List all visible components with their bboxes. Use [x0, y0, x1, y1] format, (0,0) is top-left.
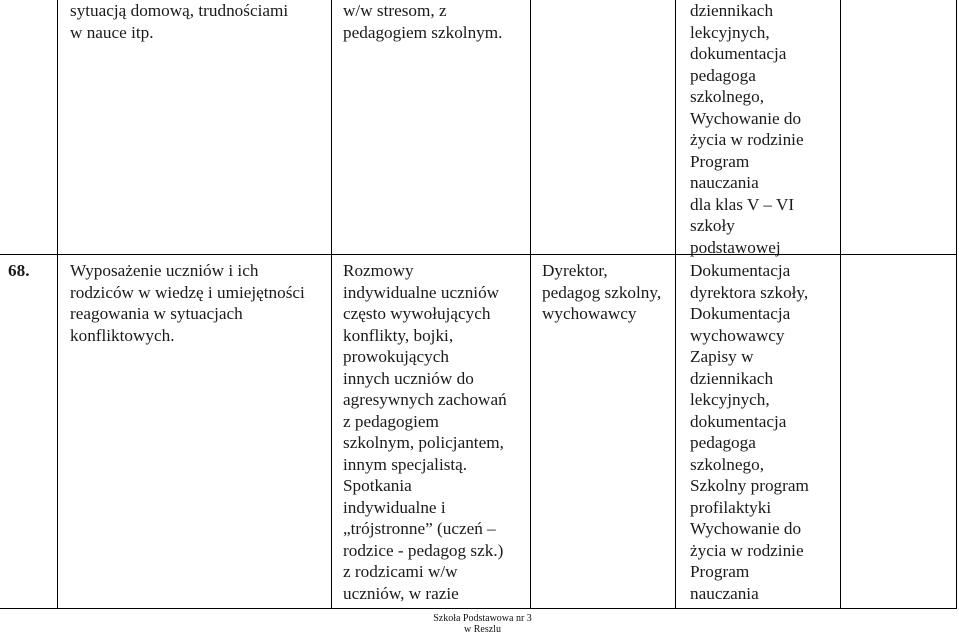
table-border-left	[57, 0, 58, 609]
row2-task-cell: Wyposażenie uczniów i ich rodziców w wiedzę i umiejętności reagowania w sytuacjach konfliktowych.	[70, 261, 305, 345]
row1-task-cell: sytuacją domową, trudnościami w nauce itp.	[70, 1, 289, 42]
table-border-right	[956, 0, 957, 609]
table-border-col4	[675, 0, 676, 609]
table-bottom-border	[0, 608, 957, 609]
row2-number-cell: 68.	[8, 261, 30, 280]
table-border-col2	[331, 0, 332, 609]
row2-documentation-cell: Dokumentacja dyrektora szkoły, Dokumentacja wychowawcy Zapisy w dziennikach lekcyjnych, dokumentacja pedagoga szkolnego, Szkolny program profilaktyki Wychowanie do życia w rodzinie Program nauczania	[690, 261, 809, 603]
table-border-col3	[530, 0, 531, 609]
row1-documentation-cell: dziennikach lekcyjnych, dokumentacja pedagoga szkolnego, Wychowanie do życia w rodzinie Program nauczania dla klas V – VI szkoły podstawowej	[690, 1, 804, 257]
row1-forms-cell: w/w stresom, z pedagogiem szkolnym.	[343, 1, 503, 42]
table-border-col5	[840, 0, 841, 609]
row2-forms-cell: Rozmowy indywidualne uczniów często wywołujących konflikty, bojki, prowokujących innych uczniów do agresywnych zachowań z pedagogiem szkolnym, policjantem, innym specjalistą. Spotkania indywidualne i „trójstronne” (uczeń – rodzice - pedagog szk.) z rodzicami w/w uczniów, w razie	[343, 261, 507, 603]
page-footer: Szkoła Podstawowa nr 3 w Reszlu	[433, 613, 532, 635]
row2-responsible-cell: Dyrektor, pedagog szkolny, wychowawcy	[542, 261, 662, 323]
